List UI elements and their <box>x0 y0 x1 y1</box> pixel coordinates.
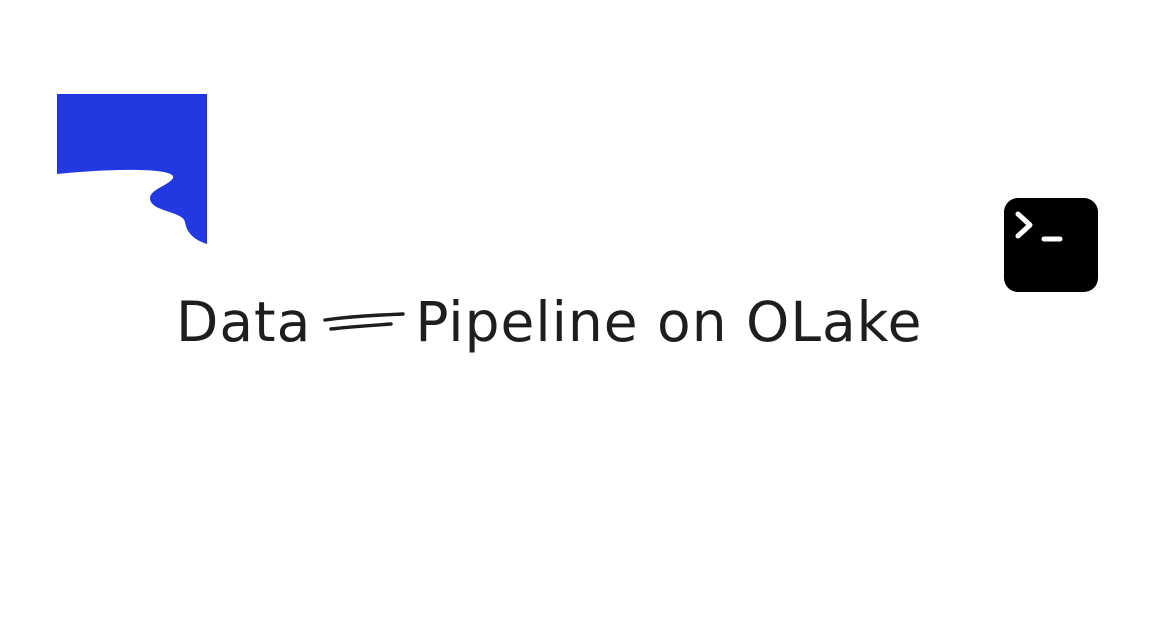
headline <box>176 282 1006 362</box>
headline-left-word: Data <box>176 290 312 354</box>
terminal-icon <box>1004 198 1098 292</box>
headline-right-text: Pipeline on OLake <box>415 290 923 354</box>
double-line-arrow-icon <box>321 302 407 342</box>
olake-logo-icon <box>57 94 207 244</box>
